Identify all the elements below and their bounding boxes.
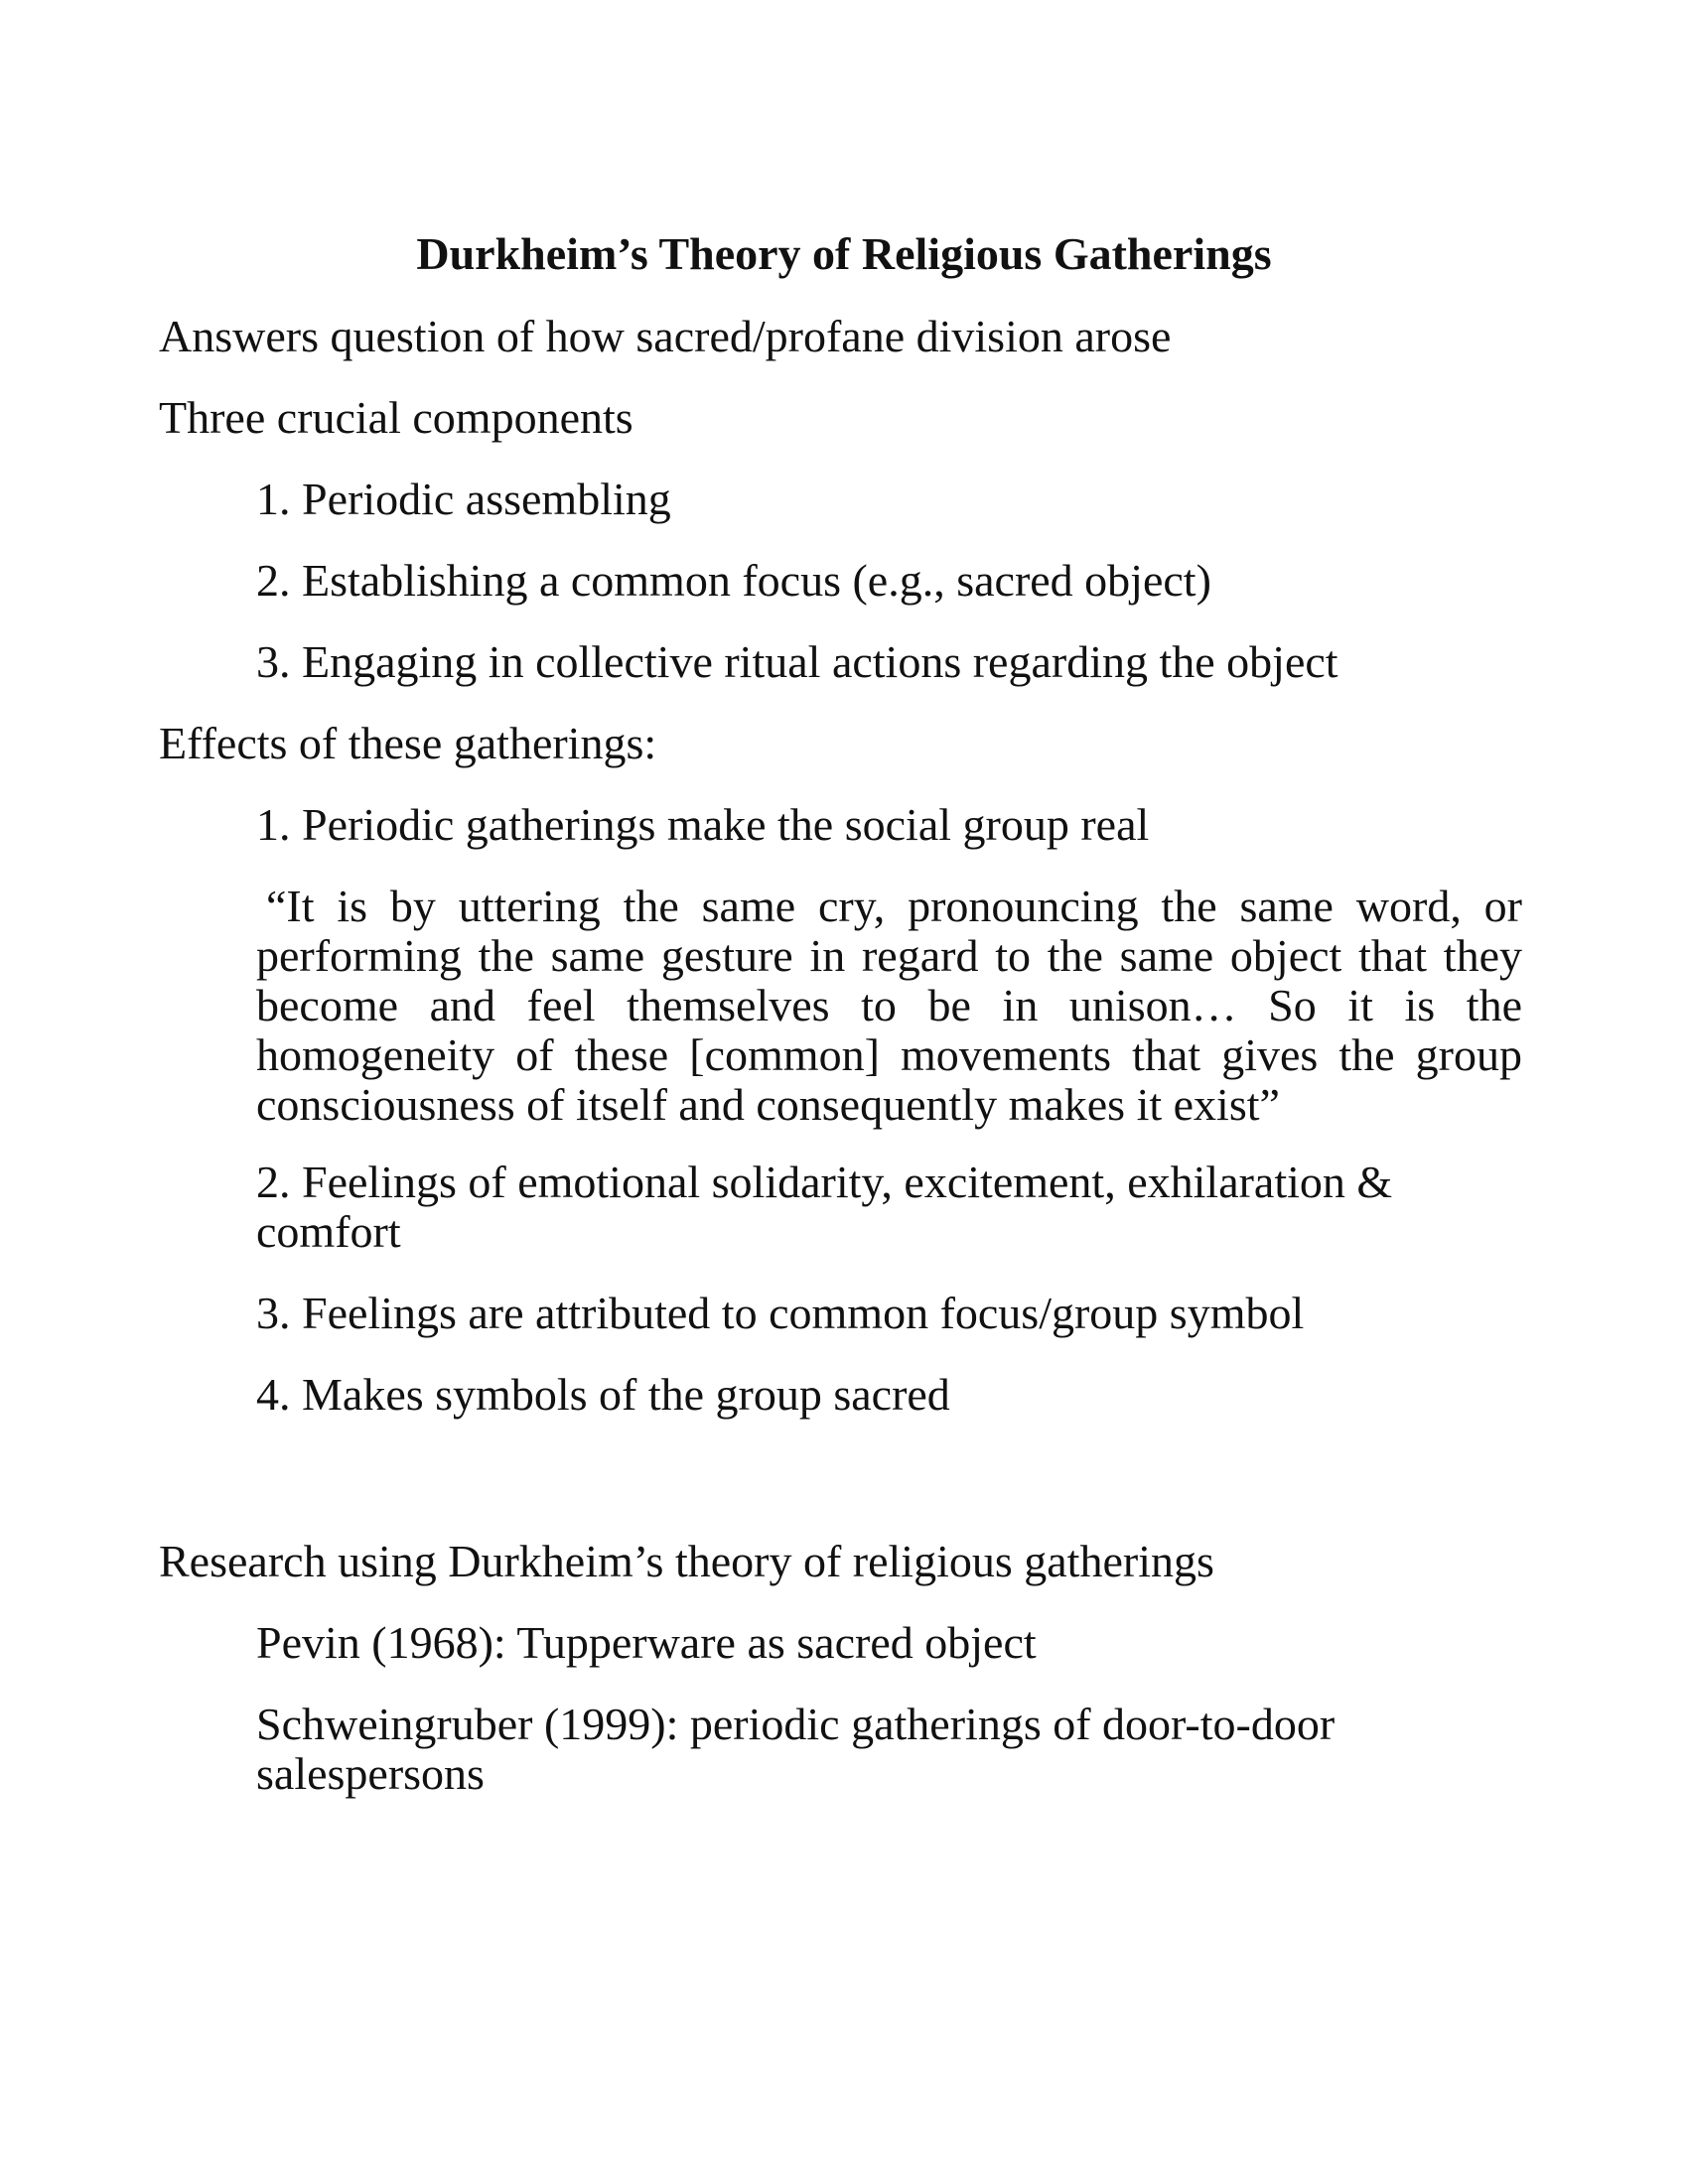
component-item-1: 1. Periodic assembling <box>256 474 671 524</box>
research-item-2: Schweingruber (1999): periodic gatherings of door-to-door salespersons <box>256 1699 1336 1799</box>
research-heading: Research using Durkheim’s theory of religious gatherings <box>159 1536 1214 1586</box>
component-item-3: 3. Engaging in collective ritual actions regarding the object <box>256 636 1338 687</box>
effects-heading: Effects of these gatherings: <box>159 718 657 768</box>
components-heading: Three crucial components <box>159 392 633 443</box>
effect-item-2: 2. Feelings of emotional solidarity, excitement, exhilaration & comfort <box>256 1157 1393 1257</box>
research-item-1: Pevin (1968): Tupperware as sacred object <box>256 1617 1037 1668</box>
effect-item-3: 3. Feelings are attributed to common focus/group symbol <box>256 1288 1305 1338</box>
effect-item-4: 4. Makes symbols of the group sacred <box>256 1369 950 1420</box>
effect-item-1: 1. Periodic gatherings make the social group real <box>256 799 1150 850</box>
component-item-2: 2. Establishing a common focus (e.g., sacred object) <box>256 555 1211 606</box>
page-title: Durkheim’s Theory of Religious Gatherings <box>416 228 1272 279</box>
intro-line: Answers question of how sacred/profane division arose <box>159 311 1172 361</box>
durkheim-quote: “It is by uttering the same cry, pronouncing the same word, or performing the same gesture in regard to the same object that they become and feel themselves to be in unison… So it is the homogeneity of these [common] movements that gives the group consciousness of itself and consequently makes it exist” <box>256 881 1522 1130</box>
